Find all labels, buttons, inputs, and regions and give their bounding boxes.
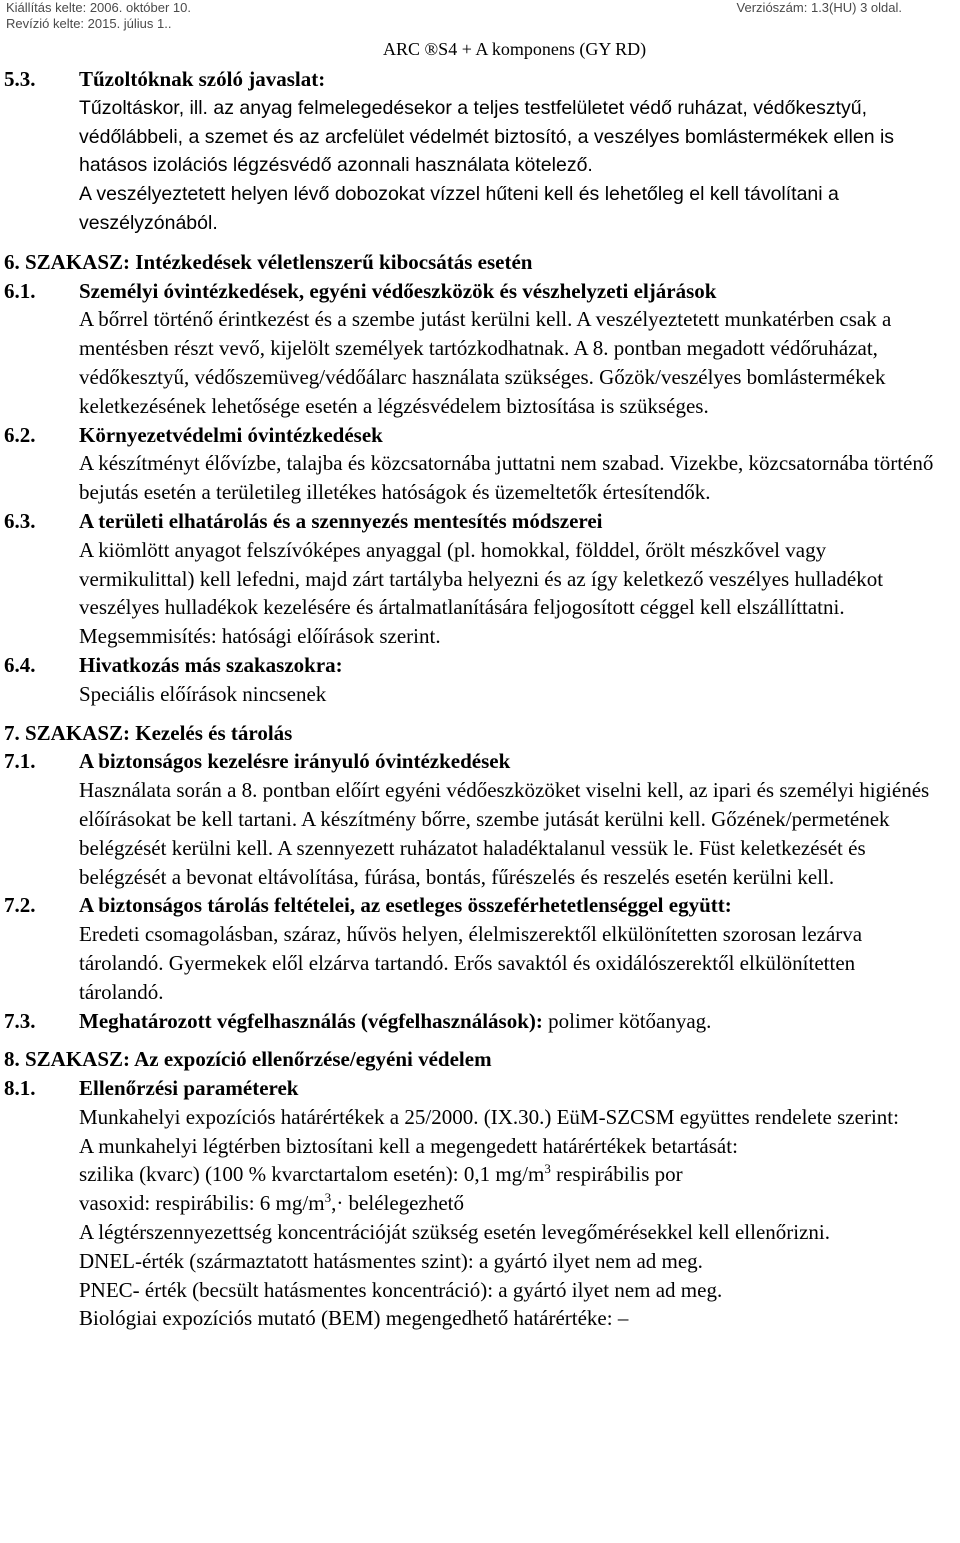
superscript: 3 [324, 1190, 332, 1206]
section-title: A területi elhatárolás és a szennyezés mentesítés módszerei [79, 508, 603, 533]
document-header-left [6, 0, 191, 32]
product-name: ARC ®S4 + A komponens (GY RD) [383, 39, 647, 59]
section-6-2-heading [0, 421, 960, 450]
section-title: Személyi óvintézkedések, egyéni védőeszközök és vészhelyzeti eljárások [79, 278, 717, 303]
section-6-3-heading [0, 507, 960, 536]
section-7-1-text: Használata során a 8. pontban előírt egyéni védőeszközöket viselni kell, az ipari és személyi higiénés előírásokat be kell tartani. A készítmény bőrre, szembe jutását kerülni kell. Gőzének/permetének belégzését kerülni kell. A szennyezett ruházatot haladéktalanul vessük le. Füst keletkezését és belégzését a bevonat eltávolítása, fúrása, bontás, fűrészelés és reszelés esetén kerülni kell. [79, 778, 930, 889]
section-7-3-value: polimer kötőanyag. [542, 1008, 712, 1033]
section-number: 6.2. [4, 422, 36, 447]
section-7-title: 7. SZAKASZ: Kezelés és tárolás [4, 720, 293, 745]
exposure-limits-reference: Munkahelyi expozíciós határértékek a 25/2000. (IX.30.) EüM-SZCSM együttes rendelete szerint: [79, 1104, 899, 1129]
superscript: 3 [544, 1161, 551, 1177]
section-5-3-heading [0, 65, 960, 94]
page-content [0, 65, 960, 1333]
section-6-3-text [0, 536, 960, 651]
section-number: 8.1. [4, 1076, 36, 1101]
section-5-3-text [0, 94, 960, 238]
silica-limit [79, 1160, 940, 1189]
section-7-2-heading [0, 891, 960, 920]
section-6-4-text: Speciális előírások nincsenek [79, 681, 327, 706]
iron-oxide-limit [79, 1189, 940, 1218]
section-title: Meghatározott végfelhasználás (végfelhasználások): [79, 1008, 543, 1033]
section-8-1-heading [0, 1074, 960, 1103]
pnec-value: PNEC- érték (becsült hatásmentes koncentráció): a gyártó ilyet nem ad meg. [79, 1277, 723, 1302]
section-number: 7.1. [4, 749, 36, 774]
section-6-title: 6. SZAKASZ: Intézkedések véletlenszerű kibocsátás esetén [4, 249, 533, 274]
section-7-3-line [79, 1007, 711, 1036]
section-6-4-heading [0, 651, 960, 680]
section-6-1-heading [0, 277, 960, 306]
limits-requirement: A munkahelyi légtérben biztosítani kell a megengedett határértékek betartását: [79, 1133, 738, 1158]
section-number: 6.1. [4, 278, 36, 303]
dnel-value: DNEL-érték (származtatott hatásmentes szint): a gyártó ilyet nem ad meg. [79, 1248, 703, 1273]
section-7-2-text: Eredeti csomagolásban, száraz, hűvös helyen, élelmiszerektől elkülönítetten szorosan lezárva tárolandó. Gyermekek elől elzárva tartandó. Erős savaktól és oxidálószerektől elkülönítetten tárolandó. [79, 922, 863, 1004]
section-8-1-text [0, 1103, 960, 1333]
iron-oxide-limit-unit: ,· belélegezhető [331, 1191, 464, 1216]
section-8-title: 8. SZAKASZ: Az expozíció ellenőrzése/egyéni védelem [4, 1047, 492, 1072]
paragraph: Megsemmisítés: hatósági előírások szerint. [79, 624, 441, 649]
section-7-1-heading [0, 747, 960, 776]
section-number: 6.4. [4, 652, 36, 677]
revision-date: Revízió kelte: 2015. július 1.. [6, 16, 172, 31]
section-title: Ellenőrzési paraméterek [79, 1076, 299, 1101]
section-title: A biztonságos tárolás feltételei, az esetleges összeférhetetlenséggel együtt: [79, 893, 732, 918]
section-title: Környezetvédelmi óvintézkedések [79, 422, 383, 447]
paragraph: Tűzoltáskor, ill. az anyag felmelegedésekor a teljes testfelületet védő ruházat, védőkesztyű, védőlábbeli, a szemet és az arcfelület védelmét biztosító, a veszélyes bomlástermékek ellen is hatásos izolációs légzésvédő azonnali használata kötelező. [79, 96, 895, 177]
iron-oxide-limit-text: vasoxid: respirábilis: 6 mg/m [79, 1191, 325, 1216]
air-measurement-note: A légtérszennyezettség koncentrációját szükség esetén levegőmérésekkel kell ellenőrizni. [79, 1220, 831, 1245]
section-6-2-text: A készítményt élővízbe, talajba és közcsatornába juttatni nem szabad. Vizekbe, közcsatornába történő bejutás esetén a területileg illetékes hatóságok és üzemeltetők értesítendők. [79, 451, 934, 505]
section-title: A biztonságos kezelésre irányuló óvintézkedések [79, 749, 511, 774]
section-number: 7.3. [4, 1008, 36, 1033]
section-number: 6.3. [4, 508, 36, 533]
section-number: 5.3. [4, 67, 36, 91]
paragraph: A kiömlött anyagot felszívóképes anyaggal (pl. homokkal, földdel, őrölt mészkővel vagy vermikulittal) kell lefedni, majd zárt tartályba helyezni és az így keletkező veszélyes hulladékot veszélyes hulladékok kezelésére és ártalmatlanítására feljogosított céggel kell elszállíttatni. [79, 537, 884, 620]
section-7-3-heading [0, 1007, 960, 1036]
section-number: 7.2. [4, 893, 36, 918]
section-title: Hivatkozás más szakaszokra: [79, 652, 343, 677]
silica-limit-unit: respirábilis por [550, 1162, 683, 1187]
section-title: Tűzoltóknak szóló javaslat: [79, 67, 326, 91]
paragraph: A veszélyeztetett helyen lévő dobozokat vízzel hűteni kell és lehetőleg el kell távolítani a veszélyzónából. [79, 183, 839, 234]
issue-date: Kiállítás kelte: 2006. október 10. [6, 0, 192, 15]
silica-limit-text: szilika (kvarc) (100 % kvarctartalom esetén): 0,1 mg/m [79, 1162, 545, 1187]
version-info: Verziószám: 1.3(HU) 3 oldal. [736, 0, 902, 15]
section-6-1-text: A bőrrel történő érintkezést és a szembe jutást kerülni kell. A veszélyeztetett munkatérben csak a mentésben részt vevő, kijelölt személyek tartózkodhatnak. A 8. pontban megadott védőruházat, védőkesztyű, védőszemüveg/védőálarc használata szükséges. Gőzök/veszélyes bomlástermékek keletkezésének lehetősége esetén a légzésvédelem biztosítása is szükséges. [79, 307, 892, 418]
bem-value: Biológiai expozíciós mutató (BEM) megengedhető határértéke: – [79, 1306, 629, 1331]
